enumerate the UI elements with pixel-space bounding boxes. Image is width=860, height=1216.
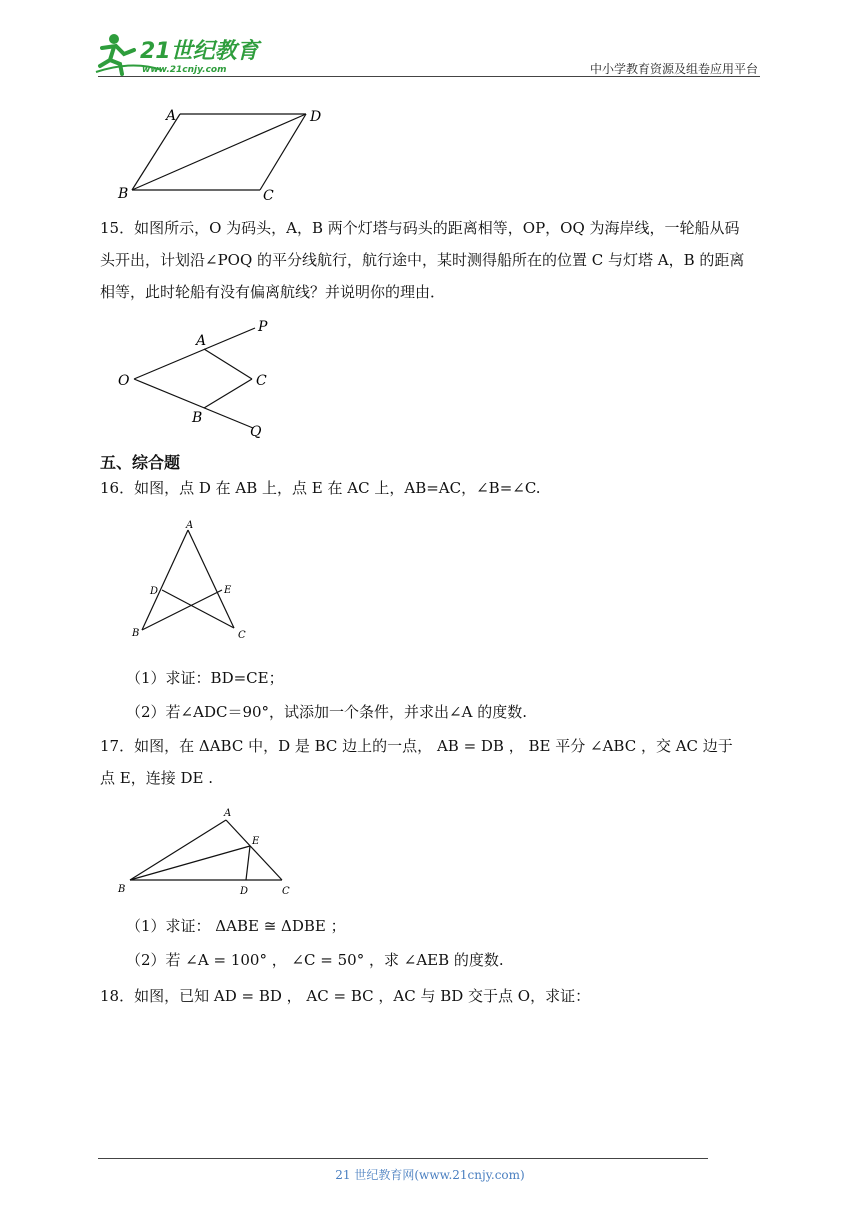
question-15: [100, 212, 762, 308]
figure-parallelogram: [110, 100, 350, 205]
logo-text: 21世纪教育: [140, 39, 259, 64]
runner-logo-icon: [92, 30, 262, 78]
label-a: A: [186, 520, 194, 531]
q15-line-3: 相等，此时轮船有没有偏离航线？并说明你的理由．: [100, 283, 446, 301]
label-e: E: [224, 585, 232, 596]
footer-link[interactable]: 21 世纪教育网(www.21cnjy.com): [335, 1168, 525, 1182]
label-p: P: [258, 319, 268, 335]
label-d: D: [150, 586, 159, 597]
question-18: 18．如图，已知 AD = BD ， AC = BC ，AC 与 BD 交于点 O，求证：: [100, 987, 591, 1005]
label-c: C: [256, 373, 267, 389]
question-17: [100, 730, 762, 794]
label-c: C: [282, 886, 290, 897]
footer-divider: [98, 1158, 708, 1159]
label-a: A: [224, 808, 232, 819]
q17-line-2: 点 E，连接 DE .: [100, 769, 213, 787]
q17-sub-1: （1）求证： ΔABE ≅ ΔDBE ；: [126, 917, 346, 935]
label-o: O: [118, 373, 130, 389]
label-d: D: [310, 109, 322, 125]
q16-sub-1: （1）求证：BD=CE；: [126, 669, 284, 687]
q15-line-1: 15．如图所示，O 为码头，A，B 两个灯塔与码头的距离相等，OP，OQ 为海岸线，一轮船从码: [100, 219, 740, 237]
header-divider: [98, 76, 760, 77]
label-b: B: [118, 884, 126, 895]
figure-harbor: [110, 315, 290, 445]
label-a: A: [166, 108, 177, 124]
site-logo: [92, 30, 262, 78]
figure-triangle-abc-17: [112, 802, 312, 902]
figure-triangle-abc-16: [124, 518, 264, 646]
logo-url-text: www.21cnjy.com: [142, 65, 227, 75]
label-b: B: [118, 186, 129, 202]
label-b: B: [132, 628, 140, 639]
label-d: D: [240, 886, 249, 897]
q17-line-1: 17．如图，在 ΔABC 中，D 是 BC 边上的一点， AB = DB ， BE 平分 ∠ABC ，交 AC 边于: [100, 737, 733, 755]
q17-sub-2: （2）若 ∠A = 100° ， ∠C = 50° ，求 ∠AEB 的度数.: [126, 951, 504, 969]
section-title: 五、综合题: [100, 453, 181, 472]
label-b: B: [192, 410, 203, 426]
label-e: E: [252, 836, 260, 847]
label-c: C: [263, 188, 274, 204]
q16-sub-2: （2）若∠ADC＝90°，试添加一个条件，并求出∠A 的度数.: [126, 703, 527, 721]
q15-line-2: 头开出，计划沿∠POQ 的平分线航行，航行途中，某时测得船所在的位置 C 与灯塔 A，B 的距离: [100, 251, 745, 269]
label-a: A: [196, 333, 207, 349]
platform-name: 中小学教育资源及组卷应用平台: [589, 62, 758, 76]
label-c: C: [238, 630, 246, 641]
label-q: Q: [250, 424, 262, 440]
question-16: 16．如图，点 D 在 AB 上，点 E 在 AC 上，AB=AC，∠B=∠C.: [100, 479, 541, 497]
